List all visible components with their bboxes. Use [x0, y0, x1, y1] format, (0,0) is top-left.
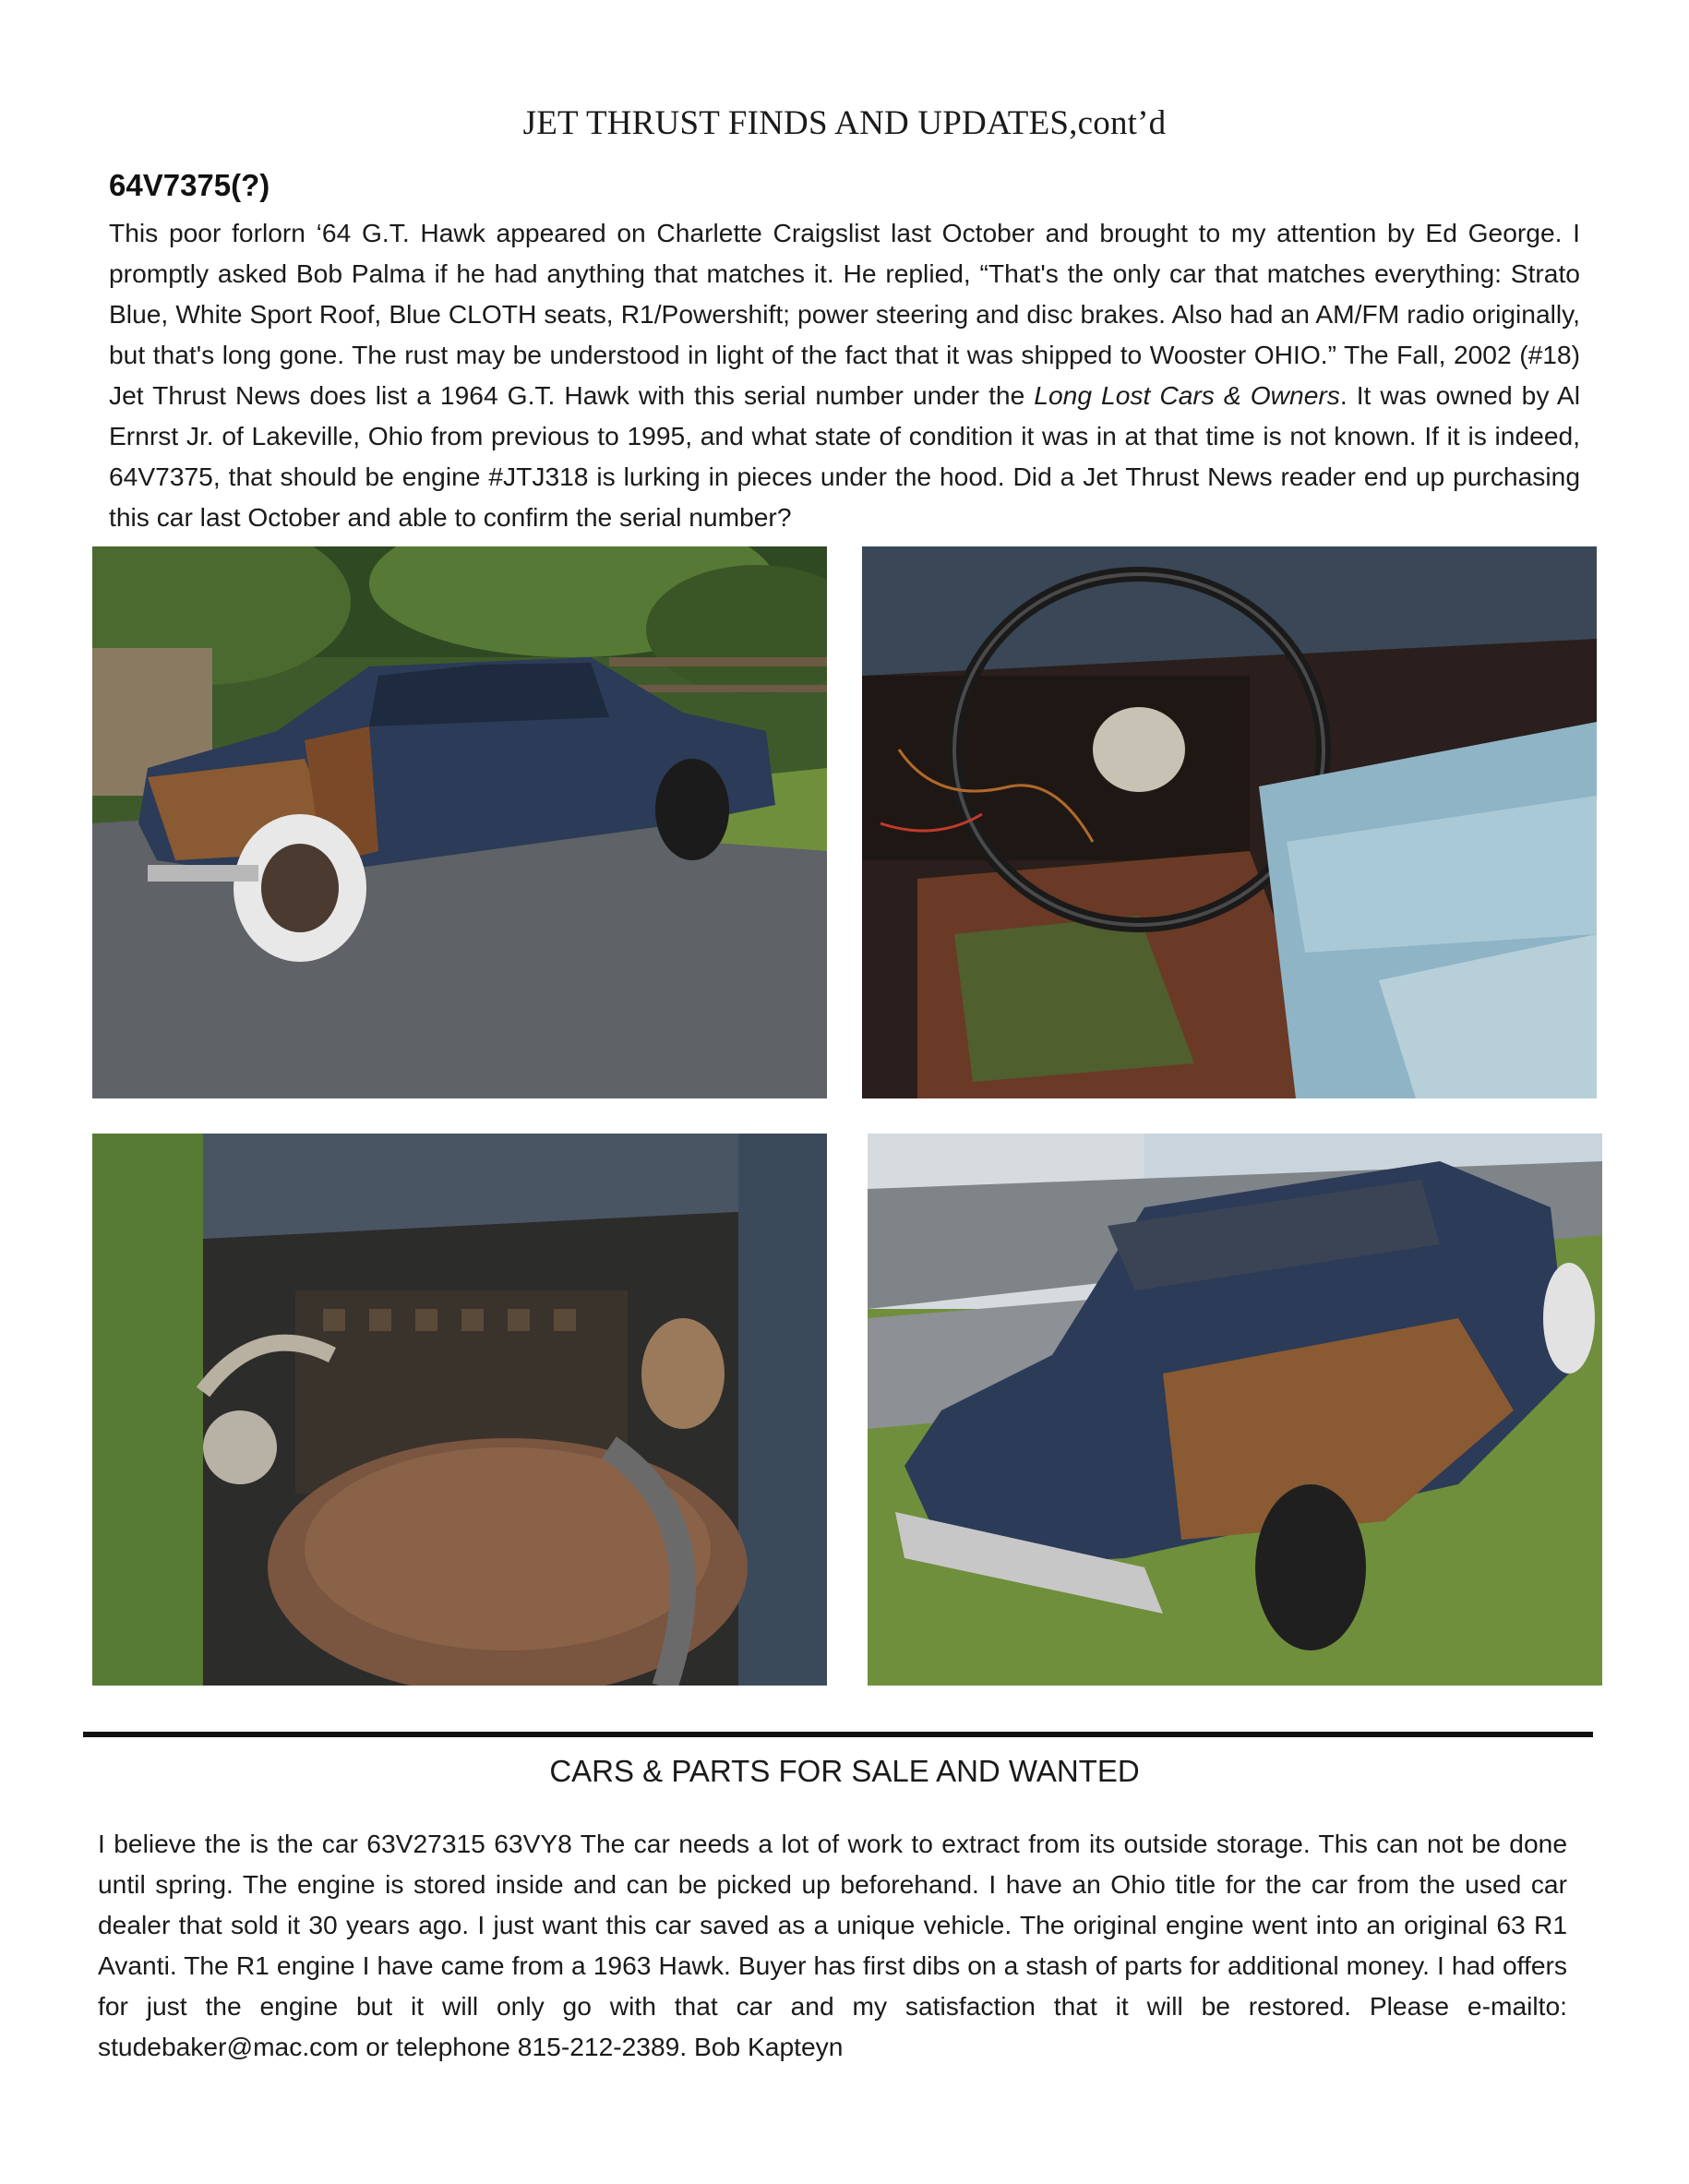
- page-title: JET THRUST FINDS AND UPDATES,cont’d: [522, 104, 1167, 142]
- section-divider: [83, 1732, 1593, 1737]
- article-heading: 64V7375(?): [109, 168, 270, 202]
- photo-car-side-view: [92, 546, 827, 1098]
- photo-interior-steering-wheel: [862, 546, 1597, 1098]
- article-body: [109, 212, 1580, 537]
- photo-car-rear-view: [868, 1134, 1602, 1686]
- article-text-1: This poor forlorn ‘64 G.T. Hawk appeared on Charlette Craigslist last October and brought to my attention by Ed George. I promptly asked Bob Palma if he had anything that matches it. He replied, “That's the only car that matches everything: Strato Blue, White Sport Roof, Blue CLOTH seats, R1/Powershift; power steering and disc brakes. Also had an AM/FM radio originally, but that's long gone. The rust may be understood in light of the fact that it was shipped to Wooster OHIO.” The Fall, 2002 (#18) Jet Thrust News does list a 1964 G.T. Hawk with this serial number under the: [109, 218, 1580, 410]
- classified-ad-body: I believe the is the car 63V27315 63VY8 The car needs a lot of work to extract from its outside storage. This can not be done until spring. The engine is stored inside and can be picked up beforehand. I have an Ohio title for the car from the used car dealer that sold it 30 years ago. I just want this car saved as a unique vehicle. The original engine went into an original 63 R1 Avanti. The R1 engine I have came from a 1963 Hawk. Buyer has first dibs on a stash of parts for additional money. I had offers for just the engine but it will only go with that car and my satisfaction that it will be restored. Please e-mailto: studebaker@mac.com or telephone 815-212-2389. Bob Kapteyn: [98, 1829, 1567, 2061]
- article-text-2: . It was owned by Al Ernrst Jr. of Lakeville, Ohio from previous to 1995, and what state of condition it was in at that time is not known. If it is indeed, 64V7375, that should be engine #JTJ318 is lurking in pieces under the hood. Did a Jet Thrust News reader end up purchasing this car last October and able to confirm the serial number?: [109, 380, 1580, 532]
- photo-engine-bay: [92, 1134, 827, 1686]
- section-title: CARS & PARTS FOR SALE AND WANTED: [549, 1754, 1140, 1788]
- article-italic-title: Long Lost Cars & Owners: [1034, 380, 1340, 410]
